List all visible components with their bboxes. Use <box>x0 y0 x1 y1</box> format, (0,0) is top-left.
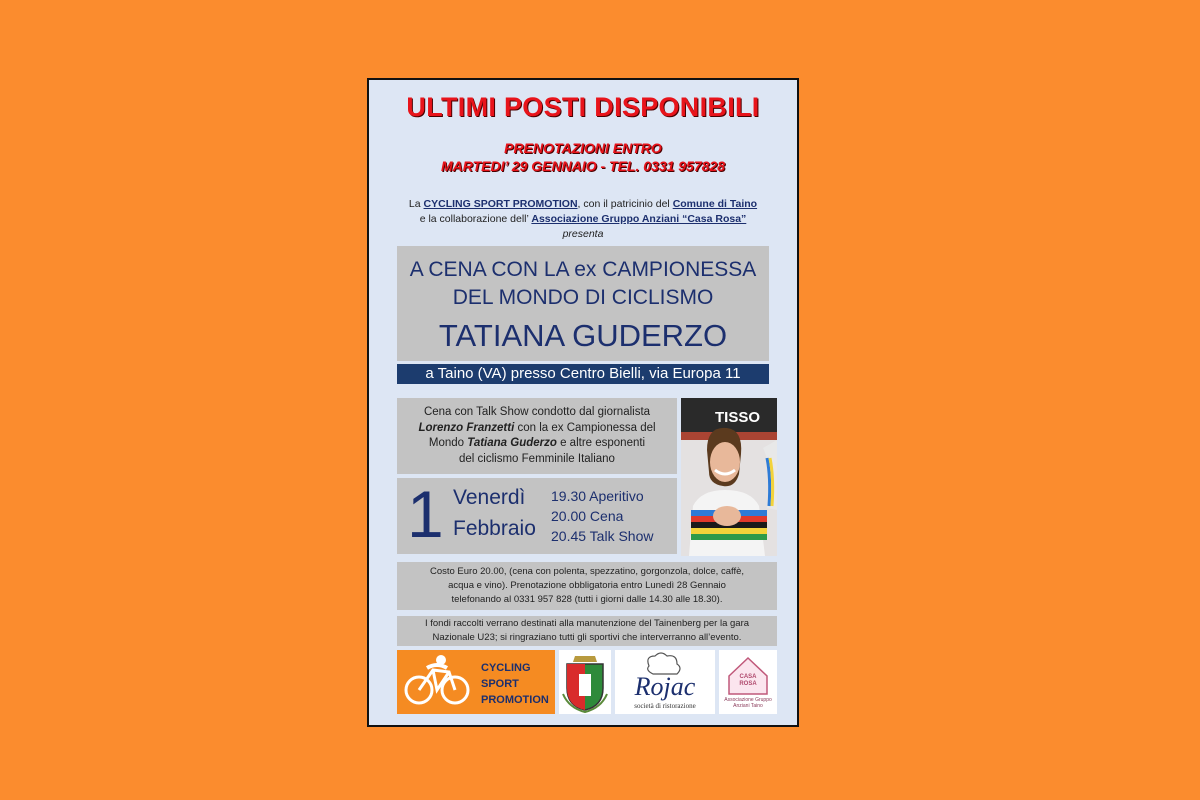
funds-box: I fondi raccolti verrano destinati alla manutenzione del Tainenberg per la gara Nazionale U23; si ringraziano tutti gli sportivi che interverranno all’evento. <box>397 616 777 646</box>
schedule-item: 19.30 Aperitivo <box>551 488 644 504</box>
booking-deadline: PRENOTAZIONI ENTRO <box>504 140 662 156</box>
title-line-1: A CENA CON LA ex CAMPIONESSA <box>409 258 757 281</box>
casa-rosa-logo: CASA ROSA Associazione Gruppo Anziani Taino <box>719 650 777 714</box>
intro-line-1: La CYCLING SPORT PROMOTION, con il patricinio del Comune di Taino <box>408 198 758 210</box>
schedule-item: 20.00 Cena <box>551 508 624 524</box>
event-poster <box>367 78 799 727</box>
headline: ULTIMI POSTI DISPONIBILI <box>406 92 760 122</box>
champion-name-inline: Tatiana Guderzo <box>467 437 557 449</box>
organizer-name: CYCLING SPORT PROMOTION <box>423 198 578 210</box>
venue-banner: a Taino (VA) presso Centro Bielli, via Europa 11 <box>397 364 769 384</box>
rojac-logo: Rojac società di ristorazione <box>615 650 715 714</box>
booking-phone: MARTEDI’ 29 GENNAIO - TEL. 0331 957828 <box>441 158 725 174</box>
cost-box: Costo Euro 20.00, (cena con polenta, spezzatino, gorgonzola, dolce, caffè, acqua e vino). Prenotazione obbligatoria entro Lunedì 28 Gennaio telefonando al 0331 957 828 (tutti i giorni dalle 14.30 alle 18.30). <box>397 562 777 610</box>
intro-line-2: e la collaborazione dell’ Associazione Gruppo Anziani “Casa Rosa” <box>419 213 747 225</box>
photo-banner-text: TISSO <box>715 409 761 426</box>
journalist-name: Lorenzo Franzetti <box>418 421 515 434</box>
partner-name: Associazione Gruppo Anziani “Casa Rosa” <box>531 213 747 225</box>
event-month: Febbraio <box>453 517 536 540</box>
bicycle-icon <box>397 650 477 714</box>
event-weekday: Venerdì <box>453 486 526 509</box>
patron-name: Comune di Taino <box>672 198 758 210</box>
champion-photo <box>681 398 777 556</box>
schedule-item: 20.45 Talk Show <box>551 528 654 544</box>
champion-name: TATIANA GUDERZO <box>438 318 728 353</box>
coat-of-arms-icon <box>559 650 611 714</box>
presents-label: presenta <box>562 228 604 240</box>
taino-coat-of-arms <box>559 650 611 714</box>
title-box <box>397 246 769 361</box>
event-schedule <box>551 486 653 546</box>
cycling-sport-promotion-logo: CYCLING SPORT PROMOTION <box>397 650 555 714</box>
talk-show-box: Cena con Talk Show condotto dal giornalista Lorenzo Franzetti con la ex Campionessa del Mondo Tatiana Guderzo e altre esponenti del ciclismo Femminile Italiano <box>397 398 677 474</box>
title-line-2: DEL MONDO DI CICLISMO <box>452 286 714 309</box>
date-box <box>397 478 677 554</box>
event-day: 1 <box>407 477 444 551</box>
